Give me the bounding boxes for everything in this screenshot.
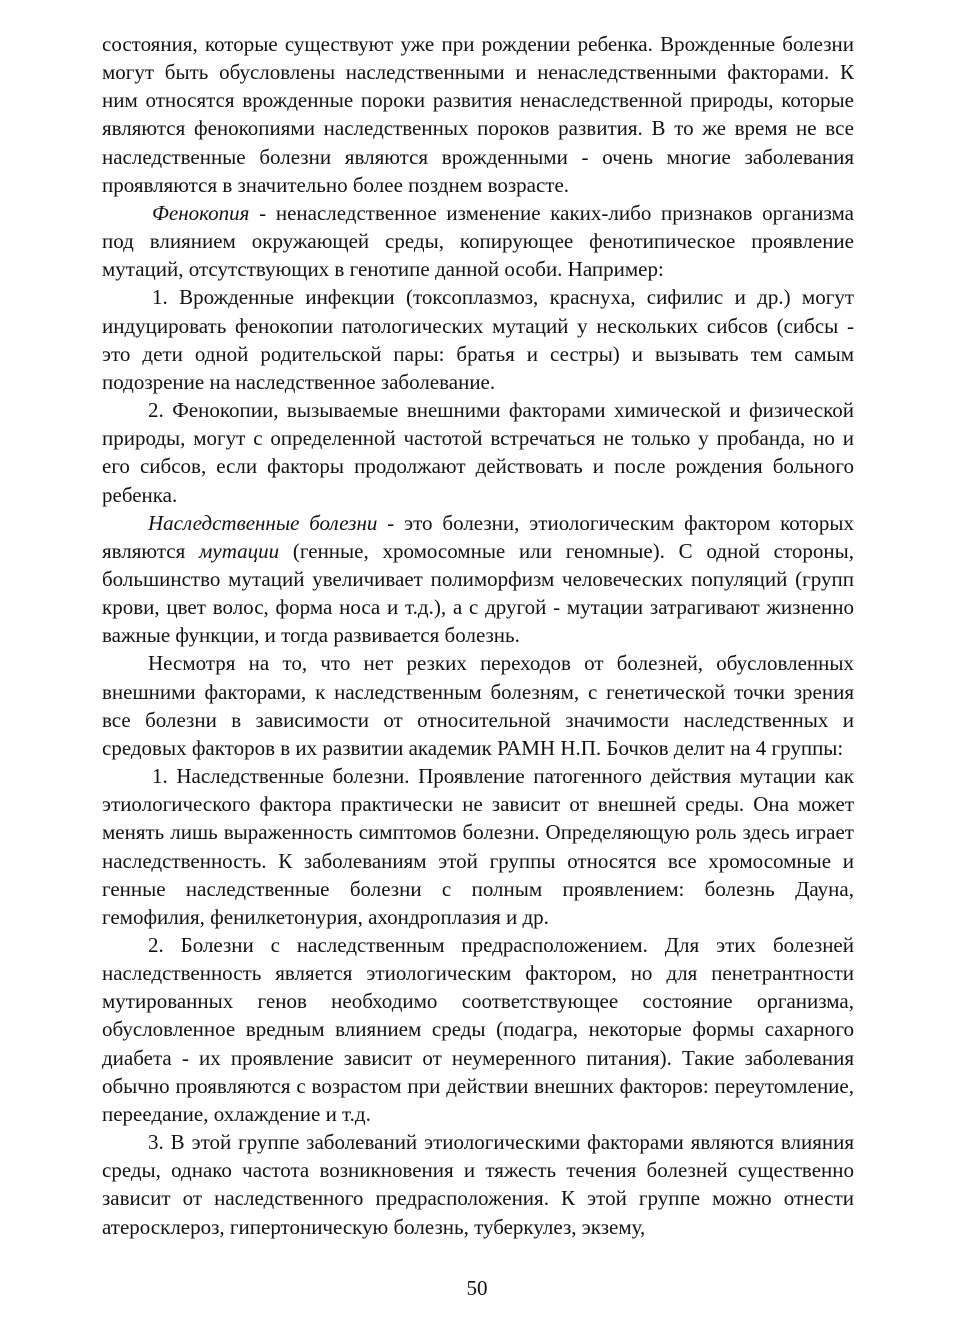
paragraph-group-1: 1. Наследственные болезни. Проявление патогенного действия мутации как этиологического фактора практически не зависит от внешней среды. Она может менять лишь выраженность симптомов болезни. Определяющую роль здесь играет наследственность. К заболеваниям этой группы относятся все хромосомные и генные наследственные болезни с полным проявлением: болезнь Дауна, гемофилия, фенилкетонурия, ахондроплазия и др. [102, 764, 854, 929]
term-mutations: мутации [199, 538, 280, 563]
paragraph-group-2: 2. Болезни с наследственным предрасположением. Для этих болезней наследственность является этиологическим фактором, но для пенетрантности мутированных генов необходимо соответствующее состояние организма, обусловленное вредным влиянием среды (подагра, некоторые формы сахарного диабета - их проявление зависит от неумеренного питания). Такие заболевания обычно проявляются с возрастом при действии внешних факторов: переутомление, переедание, охлаждение и т.д. [102, 933, 854, 1126]
hereditary-definition-text-b: (генные, хромосомные или геномные). С одной стороны, большинство мутаций увеличивает полиморфизм человеческих популяций (групп крови, цвет волос, форма носа и т.д.), а с другой - мутации затрагивают жизненно важные функции, и тогда развивается болезнь. [102, 538, 854, 648]
body-text [102, 30, 854, 1241]
paragraph-group-3: 3. В этой группе заболеваний этиологическими факторами являются влияния среды, однако частота возникновения и тяжесть течения болезней существенно зависит от наследственного предрасположения. К этой группе можно отнести атеросклероз, гипертоническую болезнь, туберкулез, экзему, [102, 1130, 854, 1239]
page-number: 50 [466, 1276, 488, 1300]
paragraph-item-external-factors: 2. Фенокопии, вызываемые внешними факторами химической и физической природы, могут с определенной частотой встречаться не только у пробанда, но и его сибсов, если факторы продолжают действовать и после рождения больного ребенка. [102, 398, 854, 507]
hereditary-definition-text-a: - это болезни, этиологическим фактором которых являются [102, 510, 854, 563]
paragraph-congenital: состояния, которые существуют уже при рождении ребенка. Врожденные болезни могут быть обусловлены наследственными и ненаследственными факторами. К ним относятся врожденные пороки развития ненаследственной природы, которые являются фенокопиями наследственных пороков развития. В то же время не все наследственные болезни являются врожденными - очень многие заболевания проявляются в значительно более позднем возрасте. [102, 32, 854, 197]
paragraph-item-infections: 1. Врожденные инфекции (токсоплазмоз, краснуха, сифилис и др.) могут индуцировать фенокопии патологических мутаций у нескольких сибсов (сибсы - это дети одной родительской пары: братья и сестры) и вызывать тем самым подозрение на наследственное заболевание. [102, 285, 854, 394]
paragraph-groups-intro: Несмотря на то, что нет резких переходов от болезней, обусловленных внешними факторами, к наследственным болезням, с генетической точки зрения все болезни в зависимости от относительной значимости наследственных и средовых факторов в их развитии академик РАМН Н.П. Бочков делит на 4 группы: [102, 651, 854, 760]
paragraph-hereditary-definition [102, 509, 854, 650]
term-hereditary-diseases: Наследственные болезни [148, 510, 378, 535]
phenocopy-definition-text: - ненаследственное изменение каких-либо признаков организма под влиянием окружающей среды, копирующее фенотипическое проявление мутаций, отсутствующих в генотипе данной особи. Например: [102, 200, 854, 282]
paragraph-phenocopy-definition [102, 199, 854, 283]
term-phenocopy: Фенокопия [152, 200, 250, 225]
